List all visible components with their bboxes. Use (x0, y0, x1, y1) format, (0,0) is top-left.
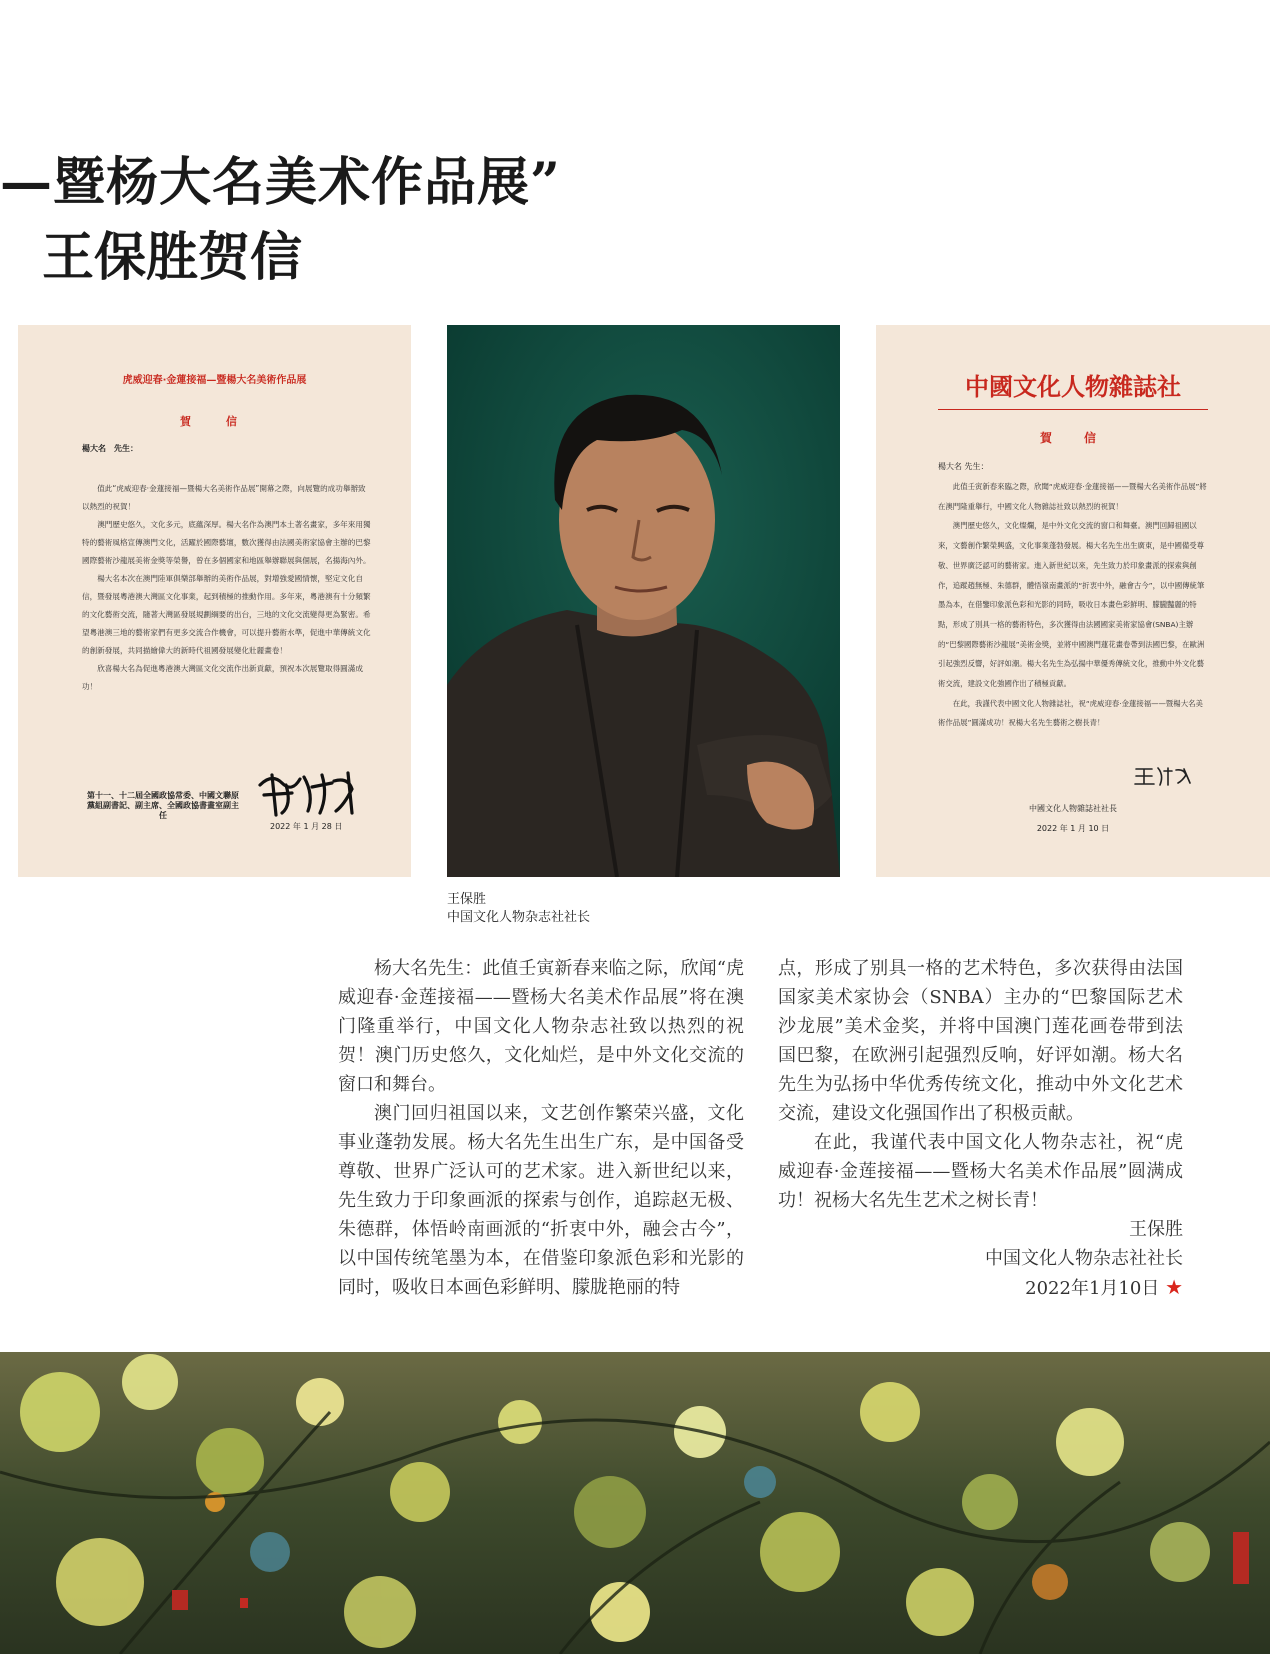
letter-left-body (82, 480, 372, 696)
handwritten-signature-left (252, 765, 362, 821)
article-paragraph-continuation: 点，形成了别具一格的艺术特色，多次获得由法国国家美术家协会（SNBA）主办的“巴黎国际艺术沙龙展”美术金奖，并将中国澳门莲花画卷带到法国巴黎，在欧洲引起强烈反响，好评如潮。杨大名先生为弘扬中华优秀传统文化，推动中外文化艺术交流，建设文化强国作出了积极贡献。 (778, 958, 1183, 1124)
letter-left-paragraph: 澳門歷史悠久，文化多元，底蘊深厚。楊大名作為澳門本土著名畫家，多年來用獨特的藝術風格宣傳澳門文化，活躍於國際藝壇，數次獲得由法國美術家協會主辦的巴黎國際藝術沙龍展美術金獎等榮譽，曾在多個國家和地區舉辦聯展與個展，名揚海內外。 (82, 520, 371, 565)
letter-right-paragraph: 澳門歷史悠久，文化燦爛，是中外文化交流的窗口和舞臺。澳門回歸祖國以來，文藝創作繁榮興盛，文化事業蓬勃發展。楊大名先生出生廣東，是中國備受尊敬、世界廣泛認可的藝術家。進入新世紀以來，先生致力於印象畫派的探索與創作，追蹤趙無極、朱德群，體悟嶺南畫派的“折衷中外，融會古今”，以中國傳統筆墨為本，在借鑒印象派色彩和光影的同時，吸收日本畫色彩鮮明、朦朧豔麗的特點，形成了別具一格的藝術特色，多次獲得由法國國家美術家協會(SNBA)主辦的“巴黎國際藝術沙龍展”美術金獎，並將中國澳門蓮花畫卷帶到法國巴黎，在歐洲引起強烈反響，好評如潮。楊大名先生為弘揚中華優秀傳統文化，推動中外文化藝術交流，建設文化強國作出了積極貢獻。 (938, 521, 1205, 689)
letter-right-image (876, 325, 1270, 877)
article-column-1 (338, 954, 744, 1302)
portrait-illustration (447, 325, 840, 877)
letter-left-salutation: 楊大名 先生： (82, 444, 138, 453)
letter-right-body (938, 477, 1210, 733)
letter-left-subtitle: 賀 信 (180, 415, 249, 428)
photo-caption-name: 王保胜 (447, 891, 487, 906)
letter-left-exhibition-title: 虎威迎春·金蓮接福—暨楊大名美術作品展 (122, 375, 307, 386)
article-sign-date-line (778, 1273, 1183, 1303)
article-paragraph: 杨大名先生：此值壬寅新春来临之际，欣闻“虎威迎春·金莲接福——暨杨大名美术作品展”将在澳门隆重举行，中国文化人物杂志社致以热烈的祝贺！澳门历史悠久，文化灿烂，是中外文化交流的窗口和舞台。 (338, 958, 744, 1095)
letter-right-date: 2022 年 1 月 10 日 (1036, 824, 1110, 833)
page-heading-line1: —暨杨大名美术作品展” (0, 152, 561, 213)
article-paragraph-closing: 在此，我谨代表中国文化人物杂志社，祝“虎威迎春·金莲接福——暨杨大名美术作品展”圆满成功！祝杨大名先生艺术之树长青！ (778, 1132, 1183, 1211)
red-seal-stamp (172, 1590, 188, 1610)
letter-left-date: 2022 年 1 月 28 日 (270, 822, 343, 831)
letter-left-paragraph: 值此“虎威迎春·金蓮接福—暨楊大名美術作品展”開幕之際，向展覽的成功舉辦致以熱烈的祝賀！ (82, 484, 366, 511)
letter-right-paragraph: 在此，我謹代表中國文化人物雜誌社，祝“虎威迎春·金蓮接福——暨楊大名美術作品展”圓滿成功！祝楊大名先生藝術之樹長青！ (938, 698, 1203, 728)
article-sign-name: 王保胜 (1129, 1219, 1183, 1240)
red-seal-stamp-right (1233, 1532, 1249, 1584)
handwritten-signature-right (1134, 765, 1194, 787)
letter-right-divider (938, 409, 1208, 410)
article-column-2 (778, 954, 1183, 1303)
letter-left-affiliation: 第十一、十二屆全國政協常委、中國文聯原黨組副書記、副主席、全國政協書畫室副主任 (87, 791, 239, 820)
letter-left-image (18, 325, 411, 877)
letter-right-salutation: 楊大名 先生： (938, 462, 989, 471)
letter-right-subtitle: 賀 信 (1039, 431, 1106, 445)
article-paragraph: 澳门回归祖国以来，文艺创作繁荣兴盛，文化事业蓬勃发展。杨大名先生出生广东，是中国备受尊敬、世界广泛认可的艺术家。进入新世纪以来，先生致力于印象画派的探索与创作，追踪赵无极、朱德群，体悟岭南画派的“折衷中外，融会古今”，以中国传统笔墨为本，在借鉴印象派色彩和光影的同时，吸收日本画色彩鲜明、朦胧艳丽的特 (338, 1103, 744, 1298)
photo-caption-title: 中国文化人物杂志社社长 (447, 909, 591, 924)
article-sign-title: 中国文化人物杂志社社长 (985, 1248, 1183, 1269)
letter-right-paragraph: 此值壬寅新春來臨之際，欣聞“虎威迎春·金蓮接福——暨楊大名美術作品展”將在澳門隆重舉行，中國文化人物雜誌社致以熱烈的祝賀！ (938, 482, 1207, 511)
painting-strip (0, 1352, 1270, 1654)
letter-left-paragraph: 欣喜楊大名為促進粵港澳大灣區文化交流作出新貢獻，預祝本次展覽取得圓滿成功！ (82, 664, 363, 691)
letter-left-paragraph: 楊大名本次在澳門陸軍俱樂部舉辦的美術作品展，對增強愛國情懷，堅定文化自信，暨發展粵港澳大灣區文化事業，起到積極的推動作用。多年來，粵港澳有十分頻繁的文化藝術交流，隨著大灣區發展規劃綱要的出台，三地的文化交流變得更為緊密。希望粵港澳三地的藝術家們有更多交流合作機會，可以提升藝術水準，促進中華傳統文化的創新發展，共同描繪偉大的新時代祖國發展變化壯麗畫卷！ (82, 574, 371, 655)
letter-right-org-footer: 中國文化人物雜誌社社長 (1029, 804, 1117, 813)
lotus-painting-illustration (0, 1352, 1270, 1654)
page-heading-line2: 王保胜贺信 (42, 227, 303, 288)
end-mark-star-icon: ★ (1165, 1275, 1183, 1299)
article-sign-date: 2022年1月10日 (1025, 1278, 1160, 1299)
letter-right-org-name: 中國文化人物雜誌社 (965, 373, 1181, 401)
portrait-photo (447, 325, 840, 877)
